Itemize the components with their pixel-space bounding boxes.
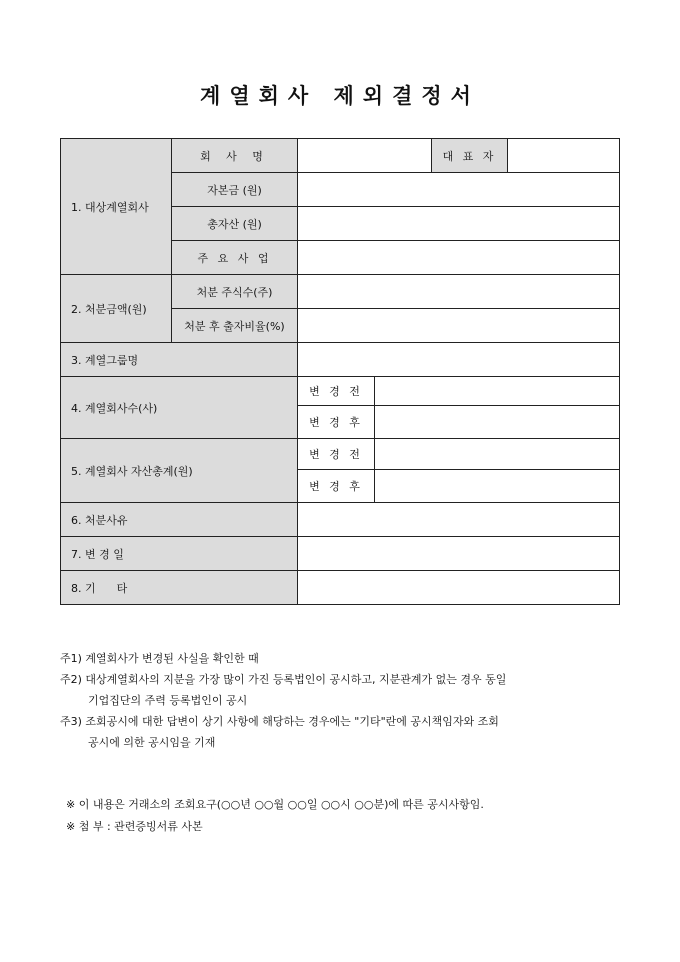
table-row [61, 537, 620, 571]
section-5-label: 5. 계열회사 자산총계(원) [61, 439, 298, 503]
change-date-field[interactable] [298, 537, 620, 571]
representative-field[interactable] [508, 139, 620, 173]
footnote-3: 주3) 조회공시에 대한 답변이 상기 사항에 해당하는 경우에는 "기타"란에 공시책임자와 조회 [60, 715, 499, 728]
total-assets-after-label: 변 경 후 [298, 470, 375, 503]
representative-label: 대 표 자 [432, 139, 508, 173]
section-2-label: 2. 처분금액(원) [61, 275, 172, 343]
main-business-label: 주 요 사 업 [172, 241, 298, 275]
affiliate-count-after-field[interactable] [375, 406, 620, 439]
remark-attachment: ※ 첨 부 : 관련증빙서류 사본 [66, 820, 203, 833]
table-row [61, 343, 620, 377]
total-assets-before-field[interactable] [375, 439, 620, 470]
remarks [66, 794, 484, 838]
footnote-3-cont: 공시에 의한 공시임을 기재 [88, 736, 216, 749]
table-row [61, 571, 620, 605]
remark-inquiry: ※ 이 내용은 거래소의 조회요구(○○년 ○○월 ○○일 ○○시 ○○분)에 따른 공시사항임. [66, 798, 484, 811]
total-assets-after-field[interactable] [375, 470, 620, 503]
disposed-shares-label: 처분 주식수(주) [172, 275, 298, 309]
page-title: 계열회사 제외결정서 [200, 83, 480, 108]
section-4-label: 4. 계열회사수(사) [61, 377, 298, 439]
post-ratio-field[interactable] [298, 309, 620, 343]
footnote-2: 주2) 대상계열회사의 지분을 가장 많이 가진 등록법인이 공시하고, 지분관계가 없는 경우 동일 [60, 673, 507, 686]
total-assets-field[interactable] [298, 207, 620, 241]
section-3-label: 3. 계열그룹명 [61, 343, 298, 377]
capital-field[interactable] [298, 173, 620, 207]
section-7-label: 7. 변 경 일 [61, 537, 298, 571]
disposal-reason-field[interactable] [298, 503, 620, 537]
group-name-field[interactable] [298, 343, 620, 377]
disposed-shares-field[interactable] [298, 275, 620, 309]
table-row [61, 139, 620, 173]
capital-label: 자본금 (원) [172, 173, 298, 207]
total-assets-label: 총자산 (원) [172, 207, 298, 241]
affiliate-count-after-label: 변 경 후 [298, 406, 375, 439]
company-name-field[interactable] [298, 139, 432, 173]
disclosure-form-table [60, 138, 620, 605]
affiliate-count-before-label: 변 경 전 [298, 377, 375, 406]
footnotes [60, 648, 640, 753]
company-name-label: 회 사 명 [172, 139, 298, 173]
total-assets-before-label: 변 경 전 [298, 439, 375, 470]
post-ratio-label: 처분 후 출자비율(%) [172, 309, 298, 343]
section-6-label: 6. 처분사유 [61, 503, 298, 537]
main-business-field[interactable] [298, 241, 620, 275]
table-row [61, 377, 620, 406]
section-8-label: 8. 기 타 [61, 571, 298, 605]
other-field[interactable] [298, 571, 620, 605]
affiliate-count-before-field[interactable] [375, 377, 620, 406]
table-row [61, 439, 620, 470]
footnote-2-cont: 기업집단의 주력 등록법인이 공시 [88, 694, 248, 707]
table-row [61, 503, 620, 537]
table-row [61, 275, 620, 309]
footnote-1: 주1) 계열회사가 변경된 사실을 확인한 때 [60, 652, 259, 665]
section-1-label: 1. 대상계열회사 [61, 139, 172, 275]
